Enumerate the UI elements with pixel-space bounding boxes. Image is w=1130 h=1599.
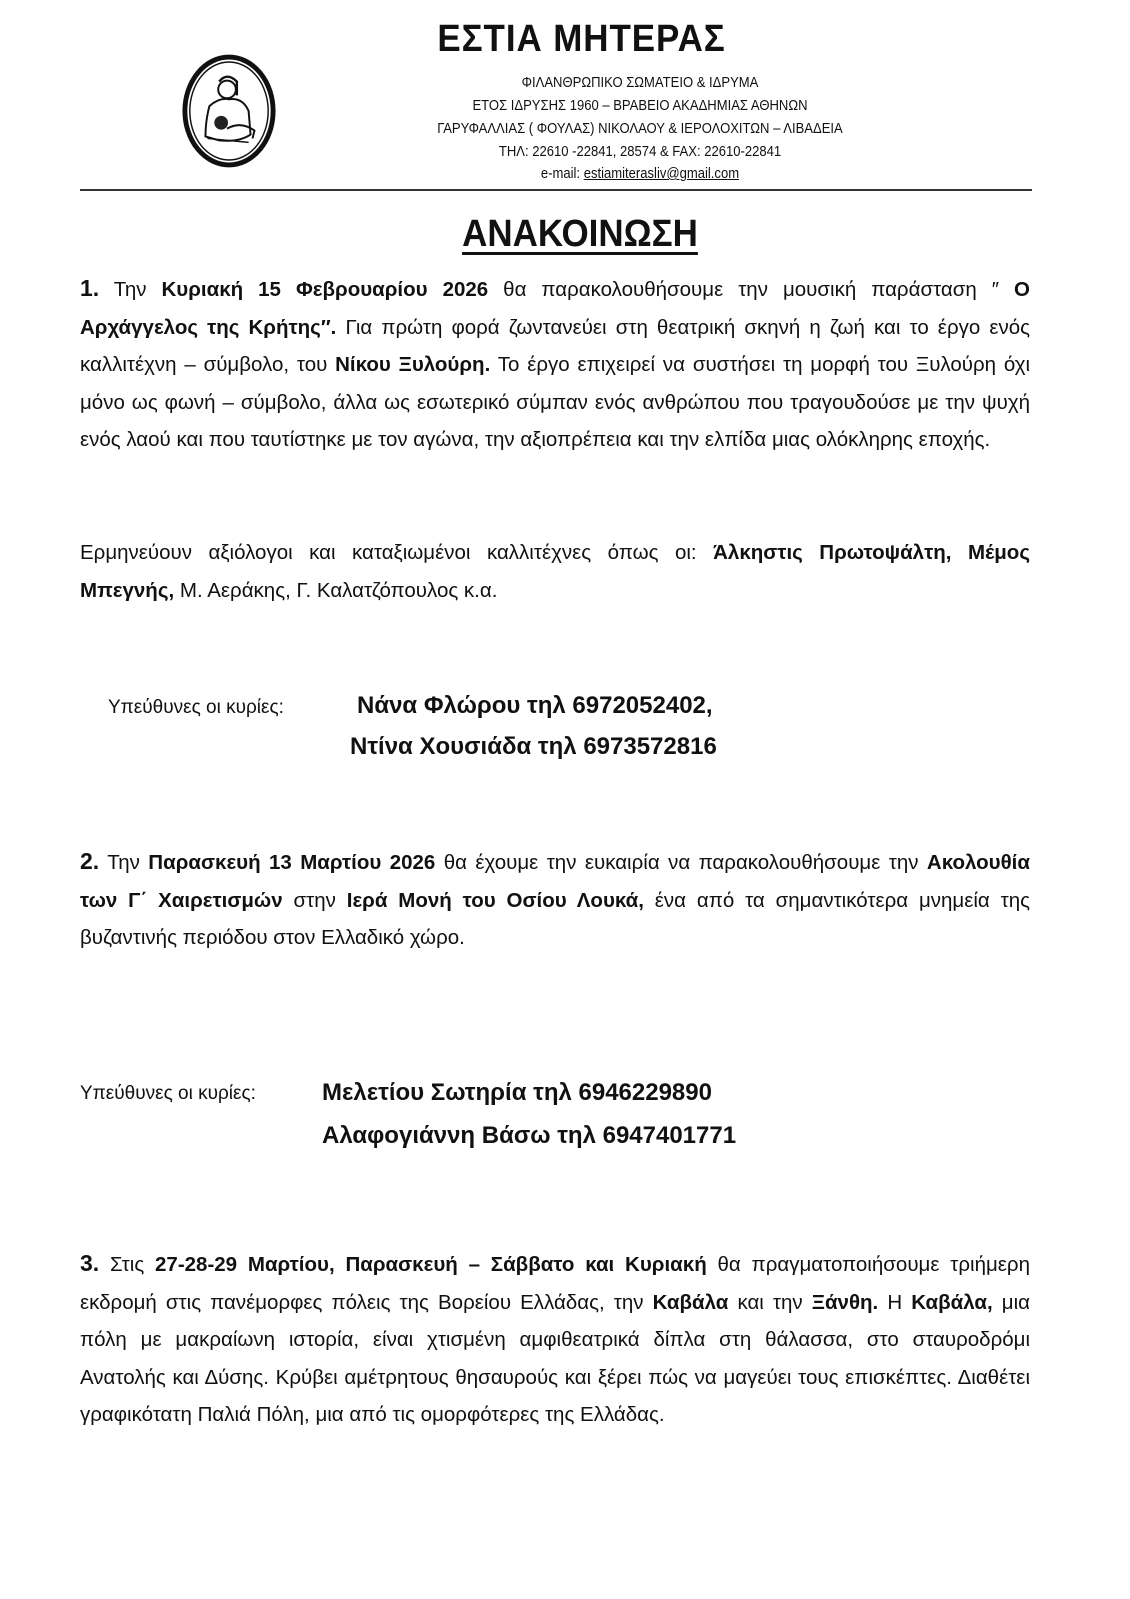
bold-text-run: Άλκηστις Πρωτοψάλτη, Μέμος Μπεγνής, — [80, 541, 1030, 602]
bold-text-run: Καβάλα — [652, 1290, 729, 1314]
text-run: θα παρακολουθήσουμε την μουσική παράσταση ″ — [488, 278, 1015, 301]
mother-and-child-seal-icon — [180, 52, 278, 170]
founding-info: ΕΤΟΣ ΙΔΡΥΣΗΣ 1960 – ΒΡΑΒΕΙΟ ΑΚΑΔΗΜΙΑΣ ΑΘΗΝΩΝ — [472, 98, 808, 114]
bold-text-run: Παρασκευή 13 Μαρτίου 2026 — [148, 851, 436, 874]
text-run: Στις — [99, 1253, 156, 1276]
text-run: Μ. Αεράκης, Γ. Καλατζόπουλος κ.α. — [174, 578, 498, 602]
responsible-label: Υπεύθυνες οι κυρίες: — [108, 697, 284, 718]
bold-text-run: Ιερά Μονή του Οσίου Λουκά, — [346, 888, 644, 912]
item-1-performers — [80, 534, 1030, 609]
item-number: 3. — [80, 1250, 100, 1276]
item-2-text — [80, 851, 1030, 949]
bold-text-run: Κυριακή 15 Φεβρουαρίου 2026 — [161, 278, 489, 301]
responsible-contact: Νάνα Φλώρου τηλ 6972052402, — [357, 692, 713, 719]
header-divider — [80, 189, 1032, 191]
text-run: και την — [728, 1290, 812, 1314]
announcement-item-3 — [80, 1245, 1030, 1434]
text-run: Η — [878, 1290, 912, 1314]
bold-text-run: Καβάλα, — [911, 1290, 993, 1314]
text-run: Την — [99, 851, 149, 874]
item-number: 1. — [80, 275, 100, 301]
performers-text — [80, 541, 1030, 602]
text-run: ένα από τα σημαντικότερα μνημεία της βυζαντινής περιόδου στον Ελλαδικό χώρο. — [80, 888, 1030, 949]
text-run: Ερμηνεύουν αξιόλογοι και καταξιωμένοι καλλιτέχνες όπως οι: — [80, 541, 714, 564]
email-line — [316, 166, 964, 182]
announcement-item-2 — [80, 843, 1030, 957]
text-run: Το έργο επιχειρεί να συστήσει τη μορφή του Ξυλούρη όχι μόνο ως φωνή – σύμβολο, άλλα ως εσωτερικό σύμπαν ενός ανθρώπου που τραγουδούσε με την ψυχή ενός λαού και που ταυτίστηκε με τον αγώνα, την αξιοπρέπεια και την ελπίδα μιας ολόκληρης εποχής. — [80, 353, 1031, 451]
announcement-item-1 — [80, 270, 1030, 459]
announcement-title: ΑΝΑΚΟΙΝΩΣΗ — [462, 213, 698, 255]
responsible-contact: Μελετίου Σωτηρία τηλ 6946229890 — [322, 1079, 712, 1106]
bold-text-run: Νίκου Ξυλούρη. — [335, 353, 491, 376]
email-label: e-mail: — [540, 166, 584, 182]
bold-text-run: Ξάνθη. — [811, 1290, 879, 1314]
responsible-contact: Ντίνα Χουσιάδα τηλ 6973572816 — [350, 733, 717, 760]
bold-text-run: Ακολουθία των Γ΄ Χαιρετισμών — [80, 851, 1030, 912]
phone-fax: ΤΗΛ: 22610 -22841, 28574 & FAX: 22610-22841 — [498, 144, 782, 160]
bold-text-run: 27-28-29 Μαρτίου, Παρασκευή – Σάββατο και Κυριακή — [155, 1253, 707, 1276]
item-1-text — [80, 278, 1030, 451]
text-run: μια πόλη με μακραίωνη ιστορία, είναι χτισμένη αμφιθεατρικά δίπλα στη θάλασσα, στο σταυροδρόμι Ανατολής και Δύσης. Κρύβει αμέτρητους θησαυρούς και ξέρει πώς να μαγεύει τους επισκέπτες. Διαθέτει γραφικότατη Παλιά Πόλη, μια από τις ομορφότερες της Ελλάδας. — [80, 1290, 1030, 1426]
text-run: Την — [99, 278, 162, 301]
item-number: 2. — [80, 848, 100, 874]
item-3-text — [80, 1253, 1030, 1426]
address: ΓΑΡΥΦΑΛΛΙΑΣ ( ΦΟΥΛΑΣ) ΝΙΚΟΛΑΟΥ & ΙΕΡΟΛΟΧΙΤΩΝ – ΛΙΒΑΔΕΙΑ — [437, 121, 843, 137]
text-run: Για πρώτη φορά ζωντανεύει στη θεατρική σκηνή η ζωή και το έργο ενός καλλιτέχνη – σύμβολο, του — [80, 315, 1031, 376]
text-run: θα έχουμε την ευκαιρία να παρακολουθήσουμε την — [435, 851, 927, 874]
text-run: θα πραγματοποιήσουμε τριήμερη εκδρομή στις πανέμορφες πόλεις της Βορείου Ελλάδας, την — [80, 1253, 1030, 1314]
organization-type: ΦΙΛΑΝΘΡΩΠΙΚΟ ΣΩΜΑΤΕΙΟ & ΙΔΡΥΜΑ — [521, 75, 759, 91]
text-run: στην — [282, 888, 347, 912]
responsible-contact: Αλαφογιάννη Βάσω τηλ 6947401771 — [322, 1122, 737, 1149]
bold-text-run: Ο Αρχάγγελος της Κρήτης″. — [80, 278, 1030, 339]
responsible-label: Υπεύθυνες οι κυρίες: — [80, 1083, 256, 1104]
email-link[interactable]: estiamiterasliv@gmail.com — [583, 166, 740, 182]
organization-name: ΕΣΤΙΑ ΜΗΤΕΡΑΣ — [437, 18, 726, 60]
